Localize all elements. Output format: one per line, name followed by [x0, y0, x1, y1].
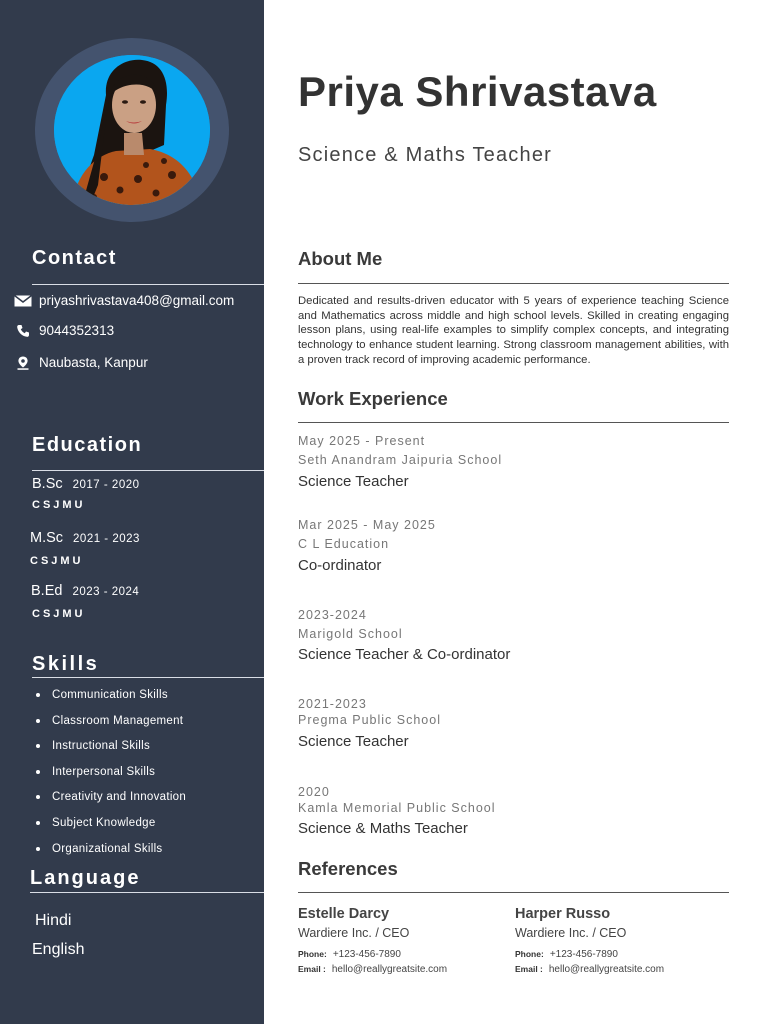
- reference-name: Harper Russo: [515, 906, 611, 922]
- profile-photo: [54, 55, 210, 205]
- contact-phone-row: [14, 323, 114, 338]
- job-date: 2020: [298, 785, 330, 799]
- reference-email-label: Email :: [298, 964, 326, 974]
- job-title: Science Teacher: [298, 733, 409, 750]
- skills-divider: [32, 677, 264, 678]
- main-content: [264, 0, 768, 1024]
- sidebar: [0, 0, 264, 1024]
- language-heading: Language: [30, 867, 141, 889]
- skills-heading: Skills: [32, 653, 100, 675]
- reference-email-row: [515, 964, 664, 975]
- education-university: CSJMU: [32, 608, 86, 620]
- education-heading: Education: [32, 434, 143, 456]
- education-years: 2017 - 2020: [72, 479, 140, 491]
- profile-name: Priya Shrivastava: [298, 68, 657, 115]
- reference-org: Wardiere Inc. / CEO: [298, 926, 410, 940]
- phone-icon: [14, 324, 32, 338]
- skill-item: Creativity and Innovation: [36, 788, 186, 814]
- job-title: Science Teacher & Co-ordinator: [298, 646, 511, 663]
- skill-item: Classroom Management: [36, 712, 186, 738]
- language-item: English: [32, 941, 85, 958]
- contact-heading: Contact: [32, 247, 117, 269]
- job-company: C L Education: [298, 537, 390, 551]
- reference-phone-label: Phone:: [298, 949, 327, 959]
- about-heading: About Me: [298, 248, 383, 269]
- skill-item: Instructional Skills: [36, 737, 186, 763]
- education-university: CSJMU: [32, 499, 86, 511]
- about-divider: [298, 283, 729, 284]
- job-company: Seth Anandram Jaipuria School: [298, 453, 503, 467]
- education-degree: B.Sc: [32, 476, 63, 492]
- skill-item: Subject Knowledge: [36, 814, 186, 840]
- education-years: 2023 - 2024: [72, 586, 140, 598]
- location-icon: [14, 356, 32, 370]
- reference-org: Wardiere Inc. / CEO: [515, 926, 627, 940]
- language-divider: [30, 892, 264, 893]
- experience-divider: [298, 422, 729, 423]
- job-title: Science Teacher: [298, 473, 409, 490]
- references-heading: References: [298, 858, 398, 879]
- reference-phone-row: [515, 949, 618, 960]
- job-company: Marigold School: [298, 627, 403, 641]
- skill-item: Organizational Skills: [36, 840, 186, 866]
- reference-phone[interactable]: +123-456-7890: [549, 949, 618, 960]
- references-divider: [298, 892, 729, 893]
- experience-heading: Work Experience: [298, 388, 448, 409]
- reference-phone[interactable]: +123-456-7890: [332, 949, 401, 960]
- job-date: May 2025 - Present: [298, 434, 426, 448]
- contact-address: Naubasta, Kanpur: [39, 355, 148, 370]
- education-university: CSJMU: [30, 555, 84, 567]
- education-entry: [32, 476, 140, 492]
- skills-list: [36, 686, 186, 865]
- job-date: 2021-2023: [298, 697, 367, 711]
- education-entry: [30, 530, 140, 546]
- job-company: Pregma Public School: [298, 713, 441, 727]
- email-icon: [14, 294, 32, 308]
- contact-email-row: [14, 293, 234, 308]
- job-title: Science & Maths Teacher: [298, 820, 468, 837]
- profile-portrait-illustration: [54, 55, 210, 205]
- reference-email[interactable]: hello@reallygreatsite.com: [331, 964, 448, 975]
- education-degree: B.Ed: [31, 583, 63, 599]
- education-degree: M.Sc: [30, 530, 64, 546]
- contact-address-row: [14, 355, 148, 370]
- reference-email-label: Email :: [515, 964, 543, 974]
- contact-divider: [32, 284, 264, 285]
- reference-email[interactable]: hello@reallygreatsite.com: [548, 964, 665, 975]
- contact-email[interactable]: priyashrivastava408@gmail.com: [39, 293, 235, 308]
- skill-item: Interpersonal Skills: [36, 763, 186, 789]
- profile-role: Science & Maths Teacher: [298, 144, 553, 166]
- job-date: Mar 2025 - May 2025: [298, 518, 436, 532]
- job-title: Co-ordinator: [298, 557, 382, 574]
- language-item: Hindi: [35, 912, 72, 929]
- education-years: 2021 - 2023: [73, 533, 140, 545]
- reference-email-row: [298, 964, 447, 975]
- reference-name: Estelle Darcy: [298, 906, 390, 922]
- contact-phone[interactable]: 9044352313: [39, 323, 115, 338]
- education-divider: [32, 470, 264, 471]
- skill-item: Communication Skills: [36, 686, 186, 712]
- reference-phone-row: [298, 949, 401, 960]
- reference-phone-label: Phone:: [515, 949, 544, 959]
- job-date: 2023-2024: [298, 608, 367, 622]
- education-entry: [31, 583, 139, 599]
- job-company: Kamla Memorial Public School: [298, 801, 496, 815]
- profile-photo-ring: [35, 38, 229, 222]
- about-text: Dedicated and results-driven educator with 5 years of experience teaching Science and Mathematics across middle and high school levels. Skilled in creating engaging lesson plans, using real-life examples to simplify complex concepts, and integrating technology to enhance student learning. Strong classroom management abilities, with a proven track record of improving academic performance.: [298, 295, 729, 366]
